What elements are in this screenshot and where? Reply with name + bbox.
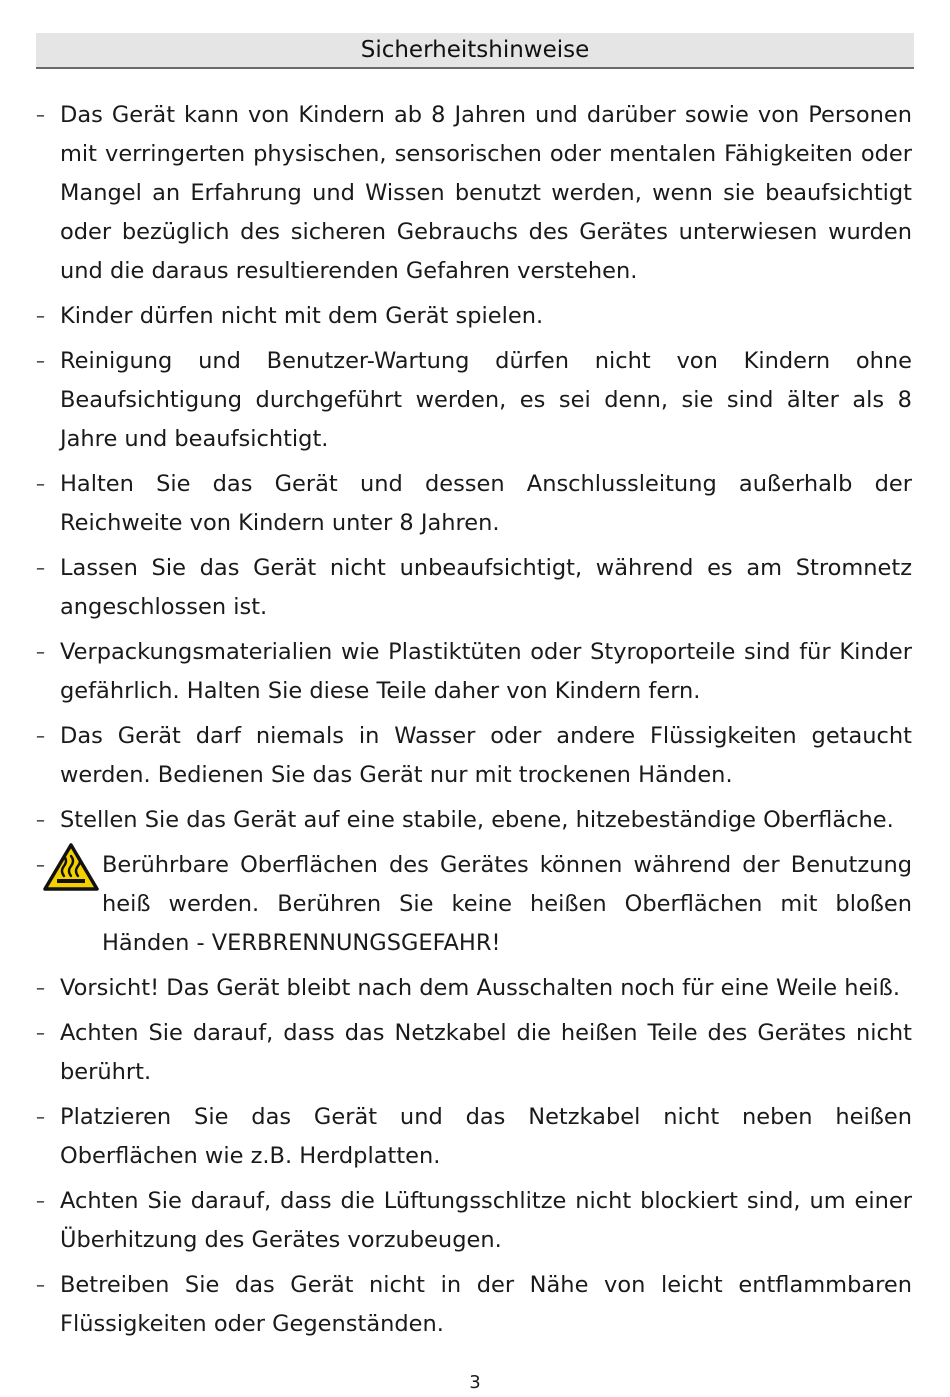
list-item bbox=[36, 801, 912, 840]
list-item-text: Achten Sie darauf, dass das Netzkabel die heißen Teile des Gerätes nicht berührt. bbox=[60, 1020, 912, 1085]
safety-instructions-list bbox=[36, 96, 912, 1350]
list-bullet: – bbox=[36, 474, 45, 495]
list-item-text: Reinigung und Benutzer-Wartung dürfen nicht von Kindern ohne Beaufsichtigung durchgeführt werden, es sei denn, sie sind älter als 8 Jahre und beaufsichtigt. bbox=[60, 348, 912, 452]
list-item bbox=[36, 297, 912, 336]
list-item bbox=[36, 465, 912, 543]
list-item bbox=[36, 1014, 912, 1092]
list-item bbox=[36, 1266, 912, 1344]
list-item-text: Platzieren Sie das Gerät und das Netzkabel nicht neben heißen Oberflächen wie z.B. Herdplatten. bbox=[60, 1104, 912, 1169]
list-item bbox=[36, 96, 912, 291]
list-item-text: Das Gerät darf niemals in Wasser oder andere Flüssigkeiten getaucht werden. Bedienen Sie das Gerät nur mit trockenen Händen. bbox=[60, 723, 912, 788]
page-number: 3 bbox=[469, 1372, 481, 1393]
list-bullet: – bbox=[36, 558, 45, 579]
list-item bbox=[36, 633, 912, 711]
list-item-text: Vorsicht! Das Gerät bleibt nach dem Ausschalten noch für eine Weile heiß. bbox=[60, 975, 900, 1001]
list-item-text: Berührbare Oberflächen des Gerätes können während der Benutzung heiß werden. Berühren Sie keine heißen Oberflächen mit bloßen Händen - VERBRENNUNGSGEFAHR! bbox=[102, 852, 912, 956]
list-item bbox=[36, 717, 912, 795]
hot-surface-warning-icon bbox=[42, 842, 100, 892]
list-item bbox=[36, 1098, 912, 1176]
list-bullet: – bbox=[36, 1107, 45, 1128]
section-header bbox=[36, 33, 914, 69]
list-bullet: – bbox=[36, 1275, 45, 1296]
list-item-text: Betreiben Sie das Gerät nicht in der Nähe von leicht entflammbaren Flüssigkeiten oder Gegenständen. bbox=[60, 1272, 912, 1337]
list-bullet: – bbox=[36, 855, 45, 876]
list-bullet: – bbox=[36, 351, 45, 372]
list-item bbox=[36, 1182, 912, 1260]
list-item bbox=[36, 969, 912, 1008]
list-item-text: Halten Sie das Gerät und dessen Anschlussleitung außerhalb der Reichweite von Kindern unter 8 Jahren. bbox=[60, 471, 912, 536]
list-bullet: – bbox=[36, 810, 45, 831]
list-item-text: Stellen Sie das Gerät auf eine stabile, ebene, hitzebeständige Oberfläche. bbox=[60, 807, 894, 833]
list-item-text: Kinder dürfen nicht mit dem Gerät spielen. bbox=[60, 303, 544, 329]
list-bullet: – bbox=[36, 1023, 45, 1044]
list-item-text: Lassen Sie das Gerät nicht unbeaufsichtigt, während es am Stromnetz angeschlossen ist. bbox=[60, 555, 912, 620]
list-bullet: – bbox=[36, 1191, 45, 1212]
list-bullet: – bbox=[36, 726, 45, 747]
list-bullet: – bbox=[36, 642, 45, 663]
section-title: Sicherheitshinweise bbox=[360, 37, 590, 63]
list-bullet: – bbox=[36, 306, 45, 327]
list-item-hot-surface-warning bbox=[36, 846, 912, 963]
list-item-text: Das Gerät kann von Kindern ab 8 Jahren und darüber sowie von Personen mit verringerten physischen, sensorischen oder mentalen Fähigkeiten oder Mangel an Erfahrung und Wissen benutzt werden, wenn sie beaufsichtigt oder bezüglich des sicheren Gebrauchs des Gerätes unterwiesen wurden und die daraus resultierenden Gefahren verstehen. bbox=[60, 102, 912, 284]
list-item-text: Achten Sie darauf, dass die Lüftungsschlitze nicht blockiert sind, um einer Überhitzung des Gerätes vorzubeugen. bbox=[60, 1188, 912, 1253]
list-item bbox=[36, 342, 912, 459]
list-bullet: – bbox=[36, 105, 45, 126]
list-item bbox=[36, 549, 912, 627]
list-item-text: Verpackungsmaterialien wie Plastiktüten oder Styroporteile sind für Kinder gefährlich. Halten Sie diese Teile daher von Kindern fern. bbox=[60, 639, 912, 704]
list-bullet: – bbox=[36, 978, 45, 999]
